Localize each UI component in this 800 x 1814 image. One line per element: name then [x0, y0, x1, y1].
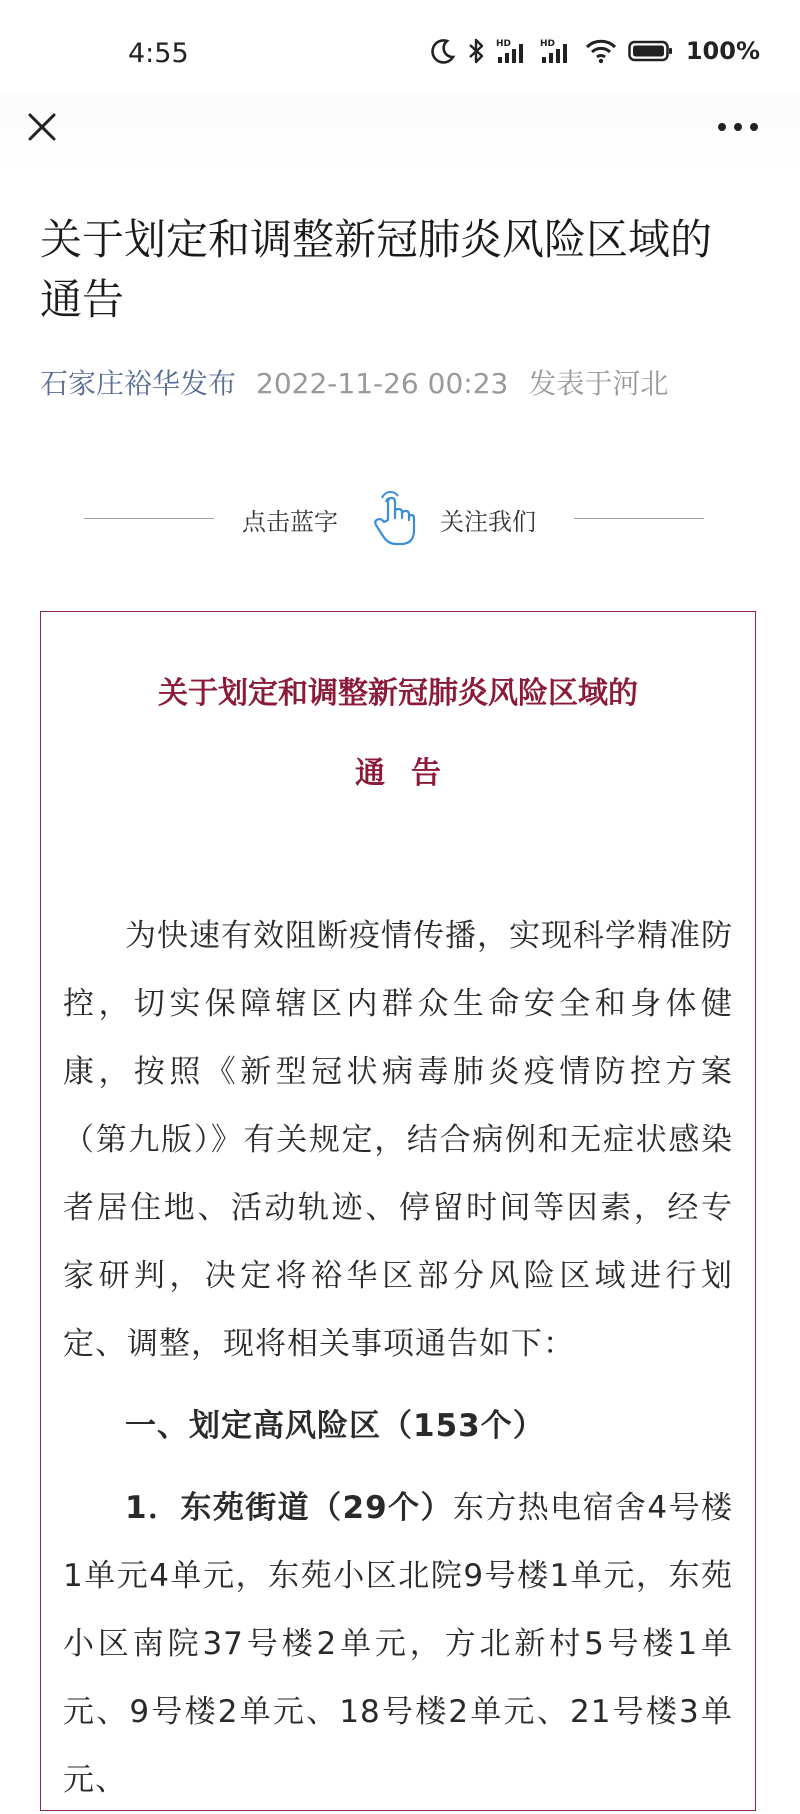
wifi-icon [584, 37, 618, 65]
follow-banner [84, 488, 704, 548]
article-meta [40, 362, 668, 402]
street-label: 1．东苑街道（29个） [125, 1490, 453, 1526]
status-bar [0, 0, 800, 110]
notice-box [40, 611, 756, 1811]
follow-right-text: 关注我们 [440, 508, 536, 536]
list-item [63, 1474, 733, 1814]
close-icon[interactable] [22, 107, 62, 147]
hd-signal-icon [540, 37, 574, 65]
divider-line [574, 518, 704, 519]
bluetooth-icon [466, 37, 486, 65]
battery-icon [628, 39, 674, 63]
section-heading: 一、划定高风险区（153个） [125, 1408, 545, 1444]
notice-title-line1: 关于划定和调整新冠肺炎风险区域的 [158, 676, 638, 711]
notice-body [63, 902, 733, 1814]
publish-location: 发表于河北 [528, 367, 669, 400]
notice-intro-paragraph: 为快速有效阻断疫情传播，实现科学精准防控，切实保障辖区内群众生命安全和身体健康，按照《新型冠状病毒肺炎疫情防控方案（第九版）》有关规定，结合病例和无症状感染者居住地、活动轨迹、停留时间等因素，经专家研判，决定将裕华区部分风险区域进行划定、调整，现将相关事项通告如下： [63, 918, 733, 1362]
street-areas-text: 东方热电宿舍4号楼1单元4单元，东苑小区北院9号楼1单元，东苑小区南院37号楼2单元，方北新村5号楼1单元、9号楼2单元、18号楼2单元、21号楼3单元、 [63, 1490, 733, 1798]
account-name-link[interactable]: 石家庄裕华发布 [40, 367, 237, 400]
publish-date: 2022-11-26 00:23 [256, 367, 509, 400]
svg-text:HD: HD [539, 39, 555, 49]
nav-bar [0, 95, 800, 175]
svg-text:HD: HD [495, 39, 511, 49]
status-time: 4:55 [128, 38, 189, 69]
more-icon[interactable] [714, 117, 762, 137]
moon-icon [430, 38, 456, 64]
battery-percent: 100% [685, 37, 760, 65]
divider-line [84, 518, 214, 519]
follow-left-text: 点击蓝字 [242, 508, 338, 536]
notice-title-line2: 通告 [355, 756, 467, 791]
article-title: 关于划定和调整新冠肺炎风险区域的通告 [40, 215, 713, 324]
hand-tap-icon[interactable] [368, 488, 418, 548]
hd-signal-icon [496, 37, 530, 65]
status-icons [430, 34, 760, 68]
